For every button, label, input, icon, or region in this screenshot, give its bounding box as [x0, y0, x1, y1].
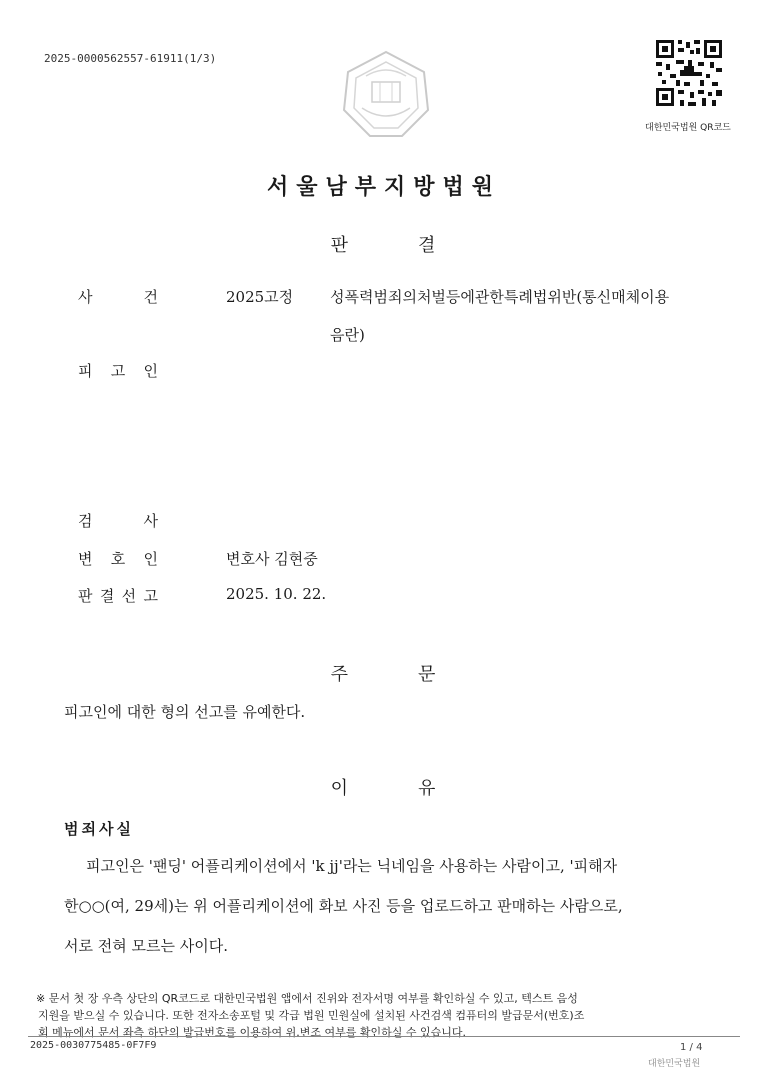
reasons-heading-right: 유 [418, 778, 438, 799]
qr-code-icon [654, 38, 724, 108]
crime-facts-line1: 피고인은 '팬딩' 어플리케이션에서 'k jj'라는 닉네임을 사용하는 사람이고, '피해자 [86, 857, 618, 875]
order-heading-right: 문 [418, 664, 438, 685]
crime-facts-line2: 한○○(여, 29세)는 위 어플리케이션에 화보 사진 등을 업로드하고 판매하는 사람으로, [64, 897, 623, 915]
defendant-label: 피 고 인 [78, 362, 158, 380]
footer-org-name: 대한민국법원 [648, 1059, 701, 1069]
order-heading-left: 주 [330, 664, 350, 685]
footer-divider [28, 1036, 740, 1037]
reasons-heading [0, 774, 768, 800]
notice-line2: 지원을 받으실 수 있습니다. 또한 전자소송포털 및 각급 법원 민원실에 설치된 사건검색 컴퓨터의 발급문서(번호)조 [38, 1009, 585, 1022]
issue-number: 2025-0030775485-0F7F9 [30, 1040, 157, 1051]
case-number: 2025고정 [226, 288, 294, 306]
document-number: 2025-0000562557-61911(1/3) [44, 52, 217, 65]
prosecutor-label: 검 사 [78, 512, 158, 530]
counsel-label: 변 호 인 [78, 550, 158, 568]
judgment-heading-right: 결 [418, 235, 438, 256]
notice-line1: ※ 문서 첫 장 우측 상단의 QR코드로 대한민국법원 앱에서 진위와 전자서명 여부를 확인하실 수 있고, 텍스트 음성 [36, 992, 578, 1005]
case-name-line1: 성폭력범죄의처벌등에관한특례법위반(통신매체이용 [330, 288, 670, 306]
reasons-heading-left: 이 [330, 778, 350, 799]
crime-facts-line3: 서로 전혀 모르는 사이다. [64, 937, 228, 955]
judgment-heading [0, 231, 768, 257]
verification-notice [36, 990, 718, 1041]
court-name: 서울남부지방법원 [266, 175, 502, 200]
page-index: 1 / 4 [680, 1042, 703, 1053]
qr-code-label: 대한민국법원 QR코드 [645, 123, 731, 133]
case-label: 사 건 [78, 288, 158, 306]
sentencing-date: 2025. 10. 22. [226, 585, 327, 603]
notice-line3: 회 메뉴에서 문서 좌측 하단의 발급번호를 이용하여 위.변조 여부를 확인하실 수 있습니다. [38, 1026, 466, 1039]
order-heading [0, 660, 768, 686]
counsel-value: 변호사 김현중 [226, 550, 318, 568]
crime-facts-title: 범죄사실 [64, 820, 134, 838]
order-text: 피고인에 대한 형의 선고를 유예한다. [64, 703, 306, 721]
sentencing-label: 판 결 선 고 [78, 587, 158, 605]
court-seal-icon [340, 48, 432, 140]
case-name-line2: 음란) [330, 326, 365, 344]
judgment-heading-left: 판 [330, 235, 350, 256]
